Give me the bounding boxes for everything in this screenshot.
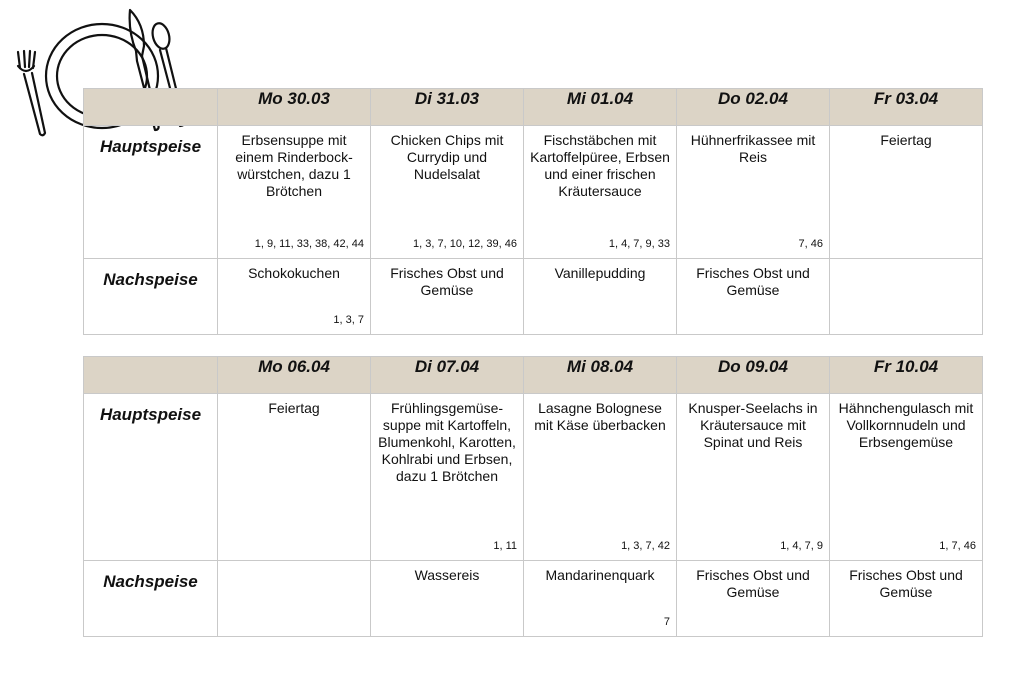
dish-text: Vanillepudding: [554, 265, 646, 281]
dish-text: Fischstäbchen mit Kartoffelpüree, Erbsen und einer frischen Kräutersauce: [530, 132, 670, 199]
dish-text: Lasagne Bolognese mit Käse überbacken: [534, 400, 666, 433]
dish-text: Frisches Obst und Gemüse: [390, 265, 504, 298]
day-header: Do 02.04: [677, 89, 830, 126]
dish-text: Frisches Obst und Gemüse: [696, 567, 810, 600]
day-header: Mo 06.04: [218, 357, 371, 394]
hauptspeise-row: [84, 126, 983, 259]
dish-text: Hühnerfrikassee mit Reis: [690, 132, 816, 165]
day-header: Mi 01.04: [524, 89, 677, 126]
allergen-codes: 1, 9, 11, 33, 38, 42, 44: [254, 238, 364, 250]
menu-cell: [524, 126, 677, 259]
allergen-codes: 1, 4, 7, 9, 33: [608, 238, 670, 250]
menu-cell: [218, 561, 371, 637]
day-header: Di 07.04: [371, 357, 524, 394]
menu-table-week-2: [83, 356, 983, 637]
menu-cell: [524, 259, 677, 335]
allergen-codes: 1, 3, 7, 10, 12, 39, 46: [413, 238, 517, 250]
dish-text: [830, 259, 982, 265]
menu-cell: [677, 394, 830, 561]
menu-cell: [371, 561, 524, 637]
day-header: Fr 10.04: [830, 357, 983, 394]
dish-text: Wassereis: [414, 567, 480, 583]
day-header: Di 31.03: [371, 89, 524, 126]
dish-text: Hähnchengulasch mit Vollkornnudeln und Erbsengemüse: [838, 400, 974, 450]
dish-text: Chicken Chips mit Currydip und Nudelsalat: [390, 132, 504, 182]
row-label: Nachspeise: [84, 259, 218, 335]
allergen-codes: 1, 4, 7, 9: [780, 540, 823, 552]
menu-cell: [830, 394, 983, 561]
allergen-codes: 1, 11: [493, 540, 517, 552]
menu-cell: [371, 126, 524, 259]
menu-cell: [218, 126, 371, 259]
menu-cell: [371, 394, 524, 561]
menu-cell: [524, 561, 677, 637]
nachspeise-row: [84, 561, 983, 637]
hauptspeise-row: [84, 394, 983, 561]
corner-cell: [84, 357, 218, 394]
corner-cell: [84, 89, 218, 126]
dish-text: Schokokuchen: [248, 265, 340, 281]
menu-cell: [830, 259, 983, 335]
allergen-codes: 7: [663, 616, 670, 628]
menu-cell: [830, 561, 983, 637]
dish-text: Knusper-Seelachs in Kräutersauce mit Spinat und Reis: [688, 400, 818, 450]
dish-text: [218, 561, 370, 567]
menu-cell: [218, 259, 371, 335]
dish-text: Erbsensuppe mit einem Rinderbock-würstchen, dazu 1 Brötchen: [235, 132, 353, 199]
menu-cell: [677, 259, 830, 335]
day-header: Mo 30.03: [218, 89, 371, 126]
dish-text: Frisches Obst und Gemüse: [696, 265, 810, 298]
menu-cell: [371, 259, 524, 335]
dish-text: Frühlingsgemüse-suppe mit Kartoffeln, Blumenkohl, Karotten, Kohlrabi und Erbsen, dazu 1 Brötchen: [378, 400, 516, 484]
menu-cell: [677, 126, 830, 259]
row-label: Nachspeise: [84, 561, 218, 637]
dish-text: Feiertag: [268, 400, 320, 416]
menu-cell: [830, 126, 983, 259]
allergen-codes: 1, 3, 7: [333, 314, 364, 326]
menu-table-week-1: [83, 88, 983, 335]
row-label: Hauptspeise: [84, 126, 218, 259]
menu-cell: [677, 561, 830, 637]
allergen-codes: 7, 46: [798, 238, 823, 250]
day-header: Fr 03.04: [830, 89, 983, 126]
allergen-codes: 1, 7, 46: [939, 540, 976, 552]
dish-text: Feiertag: [880, 132, 932, 148]
menu-cell: [218, 394, 371, 561]
row-label: Hauptspeise: [84, 394, 218, 561]
day-header: Mi 08.04: [524, 357, 677, 394]
day-header: Do 09.04: [677, 357, 830, 394]
allergen-codes: 1, 3, 7, 42: [621, 540, 670, 552]
header-row: [84, 357, 983, 394]
dish-text: Mandarinenquark: [545, 567, 655, 583]
header-row: [84, 89, 983, 126]
nachspeise-row: [84, 259, 983, 335]
menu-cell: [524, 394, 677, 561]
dish-text: Frisches Obst und Gemüse: [849, 567, 963, 600]
